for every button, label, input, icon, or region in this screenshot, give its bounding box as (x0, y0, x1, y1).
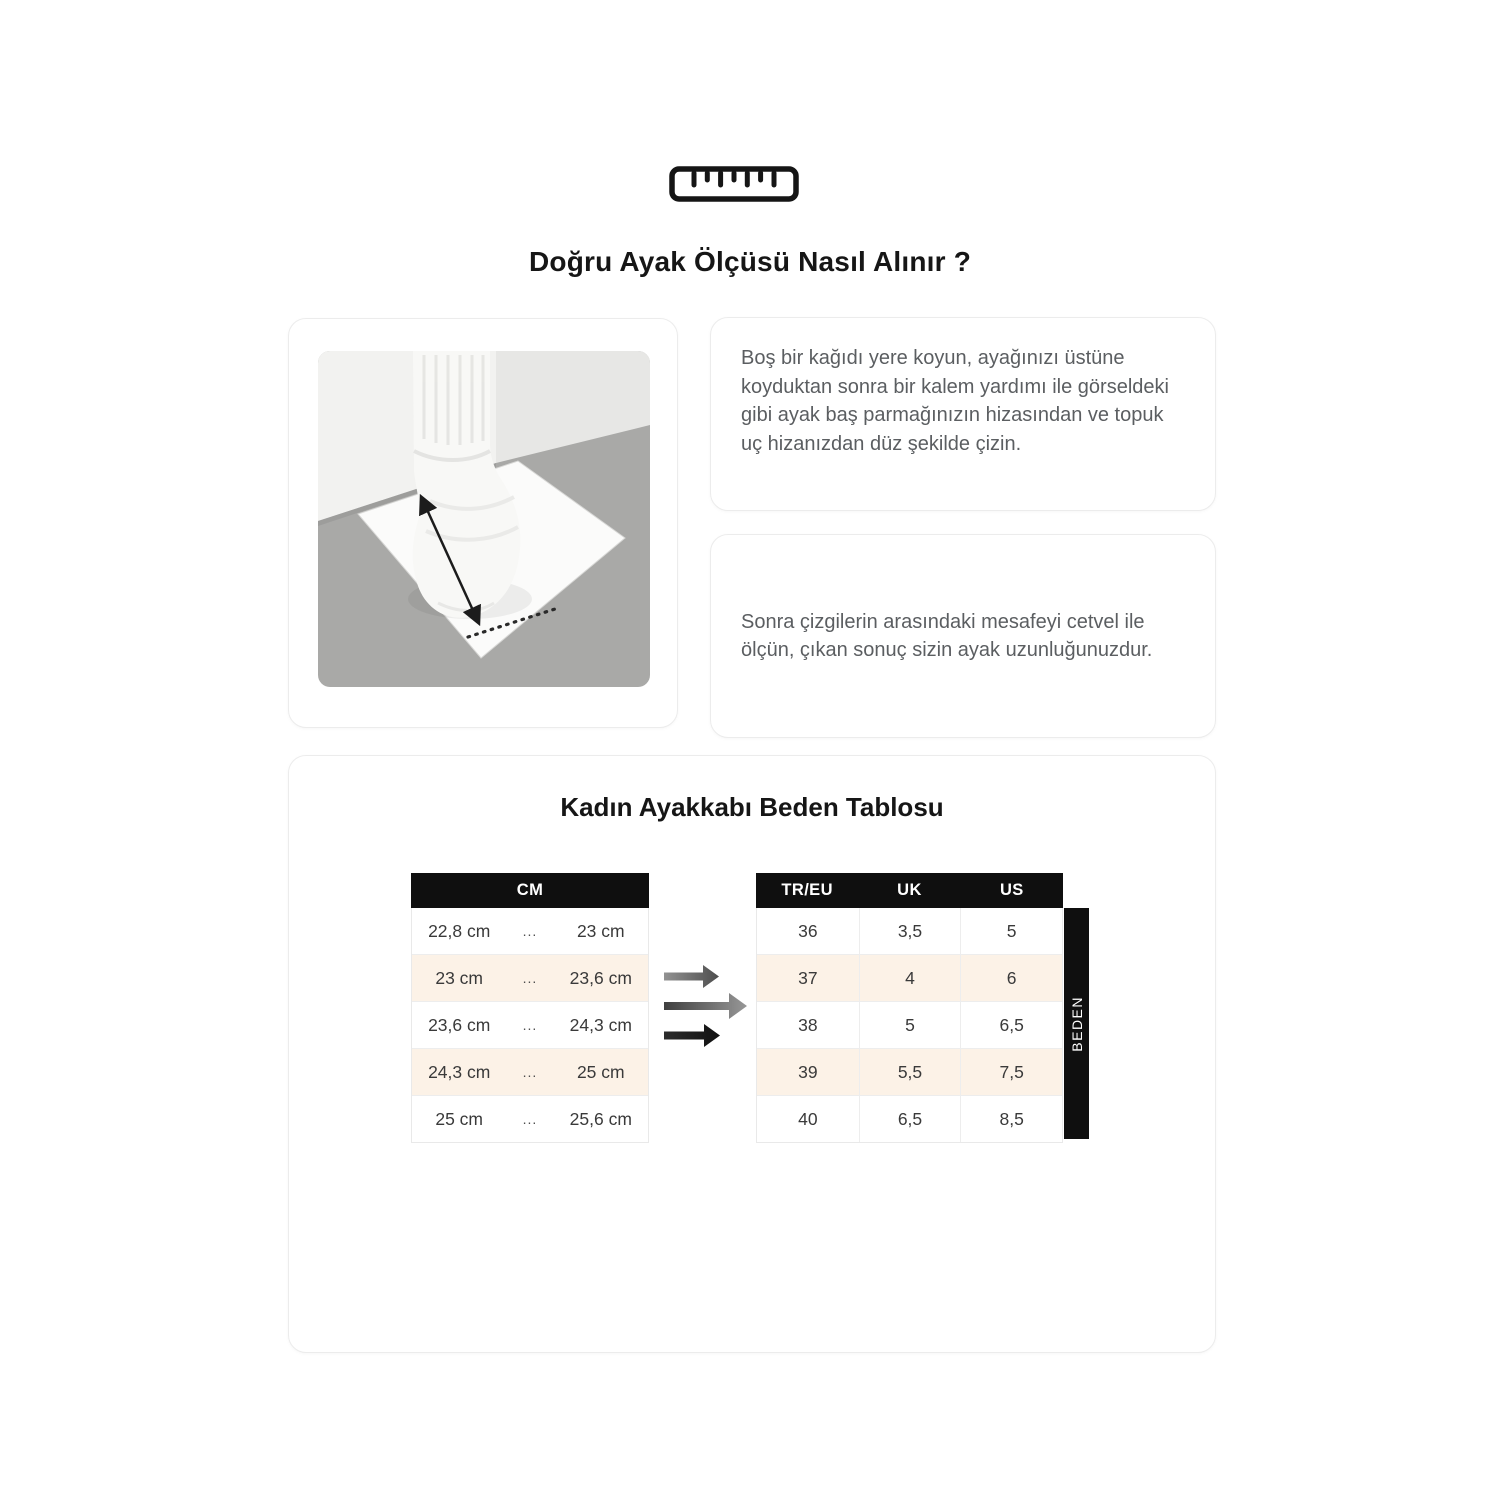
size-uk-value: 3,5 (859, 908, 961, 954)
cm-table-body (411, 908, 649, 1143)
beden-label: BEDEN (1068, 995, 1085, 1052)
cm-range-dots: ... (522, 970, 538, 986)
size-table-row (757, 1048, 1062, 1095)
instruction-step-2: Sonra çizgilerin arasındaki mesafeyi cetvel ile ölçün, çıkan sonuç sizin ayak uzunluğunuzdur. (741, 610, 1153, 661)
size-table-row (757, 954, 1062, 1001)
cm-table-row (412, 954, 648, 1001)
size-uk-value: 5,5 (859, 1049, 961, 1095)
size-table-header-uk: UK (858, 873, 960, 908)
cm-table (411, 873, 649, 1143)
size-us-value: 8,5 (960, 1096, 1062, 1142)
cm-from-value: 23,6 cm (428, 1014, 491, 1035)
size-chart-card (288, 755, 1216, 1353)
ruler-icon (668, 164, 800, 204)
cm-from-value: 22,8 cm (428, 920, 491, 941)
cm-table-header: CM (411, 873, 649, 908)
size-treu-value: 40 (798, 1108, 818, 1129)
cm-to-value: 25,6 cm (569, 1108, 632, 1129)
size-treu-value: 37 (798, 967, 818, 988)
cm-to-value: 23 cm (576, 920, 625, 941)
size-table-header-row (756, 873, 1063, 908)
size-chart-title: Kadın Ayakkabı Beden Tablosu (560, 792, 944, 822)
size-table-row (757, 1001, 1062, 1048)
cm-table-row (412, 1095, 648, 1142)
cm-table-row (412, 1001, 648, 1048)
size-us-value: 5 (960, 908, 1062, 954)
transfer-arrows-icon (661, 962, 749, 1050)
page-title: Doğru Ayak Ölçüsü Nasıl Alınır ? (528, 246, 972, 277)
cm-range-dots: ... (522, 1064, 538, 1080)
cm-to-value: 25 cm (576, 1061, 625, 1082)
size-table-row (757, 1095, 1062, 1142)
size-us-value: 6 (960, 955, 1062, 1001)
size-us-value: 6,5 (960, 1002, 1062, 1048)
cm-from-value: 24,3 cm (428, 1061, 491, 1082)
instruction-card-1 (710, 317, 1216, 511)
size-uk-value: 5 (859, 1002, 961, 1048)
foot-photo-illustration (318, 351, 650, 687)
cm-from-value: 25 cm (435, 1108, 484, 1129)
foot-photo-card (288, 318, 678, 728)
size-conversion-table (756, 873, 1063, 1143)
cm-to-value: 23,6 cm (569, 967, 632, 988)
cm-range-dots: ... (522, 923, 538, 939)
cm-table-row (412, 908, 648, 954)
size-us-value: 7,5 (960, 1049, 1062, 1095)
size-table-header-us: US (961, 873, 1063, 908)
beden-side-bar (1064, 908, 1089, 1139)
size-treu-value: 36 (798, 920, 818, 941)
cm-range-dots: ... (522, 1017, 538, 1033)
size-table-body (756, 908, 1063, 1143)
size-table-row (757, 908, 1062, 954)
size-treu-value: 39 (798, 1061, 818, 1082)
size-table-header-treu: TR/EU (756, 873, 858, 908)
size-uk-value: 4 (859, 955, 961, 1001)
cm-table-row (412, 1048, 648, 1095)
instruction-card-2 (710, 534, 1216, 738)
cm-from-value: 23 cm (435, 967, 484, 988)
cm-to-value: 24,3 cm (569, 1014, 632, 1035)
foot-measurement-photo (318, 351, 650, 687)
size-treu-value: 38 (798, 1014, 818, 1035)
cm-range-dots: ... (522, 1111, 538, 1127)
size-uk-value: 6,5 (859, 1096, 961, 1142)
instruction-step-1: Boş bir kağıdı yere koyun, ayağınızı üstüne koyduktan sonra bir kalem yardımı ile görseldeki gibi ayak baş parmağınızın hizasından ve topuk uç hizanızdan düz şekilde çizin. (741, 347, 1169, 455)
